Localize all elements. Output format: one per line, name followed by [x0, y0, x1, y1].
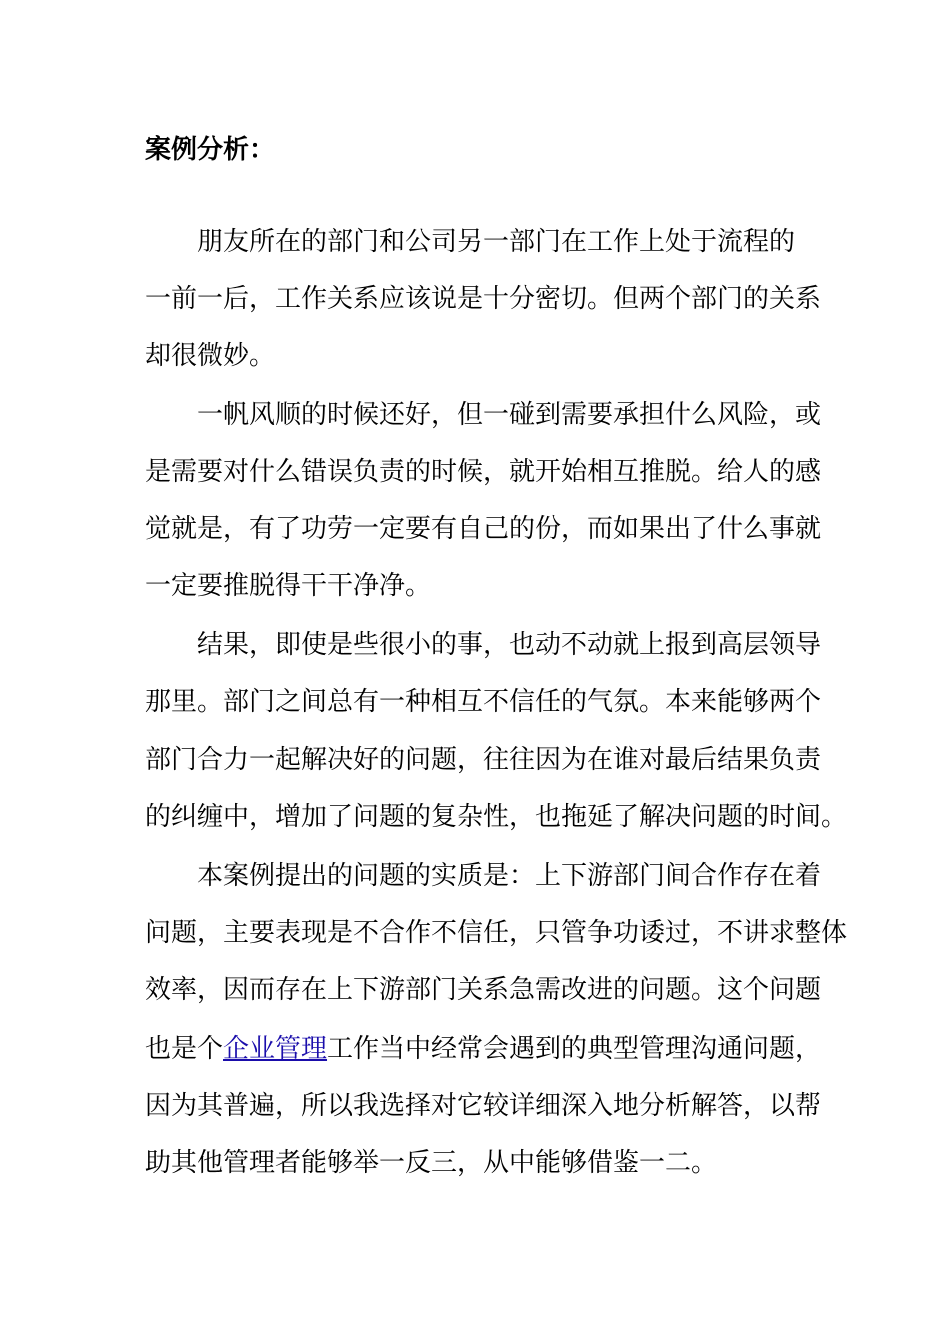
paragraph-4-line-5: 因为其普遍，所以我选择对它较详细深入地分析解答，以帮 [145, 1091, 822, 1121]
paragraph-2-line-3: 觉就是，有了功劳一定要有自己的份，而如果出了什么事就 [145, 514, 822, 544]
link-line-before: 也是个 [145, 1034, 224, 1064]
paragraph-3-line-2: 那里。部门之间总有一种相互不信任的气氛。本来能够两个 [145, 687, 822, 717]
paragraph-4-line-2: 问题，主要表现是不合作不信任，只管争功诿过，不讲求整体 [145, 918, 848, 948]
paragraph-4-line-6: 助其他管理者能够举一反三，从中能够借鉴一二。 [145, 1148, 718, 1178]
paragraph-4-line-4 [145, 1031, 821, 1067]
paragraph-2-line-1: 一帆风顺的时候还好，但一碰到需要承担什么风险，或 [197, 400, 822, 430]
paragraph-4-line-1: 本案例提出的问题的实质是：上下游部门间合作存在着 [197, 861, 822, 891]
paragraph-1-line-3: 却很微妙。 [145, 341, 276, 371]
paragraph-4-line-3: 效率，因而存在上下游部门关系急需改进的问题。这个问题 [145, 975, 822, 1005]
paragraph-3-line-1: 结果，即使是些很小的事，也动不动就上报到高层领导 [197, 630, 822, 660]
enterprise-management-link[interactable]: 企业管理 [223, 1034, 328, 1064]
paragraph-1-line-2: 一前一后，工作关系应该说是十分密切。但两个部门的关系 [145, 284, 822, 314]
link-line-after: 工作当中经常会遇到的典型管理沟通问题， [327, 1034, 822, 1064]
paragraph-3-line-3: 部门合力一起解决好的问题，往往因为在谁对最后结果负责 [145, 745, 822, 775]
paragraph-1-line-1: 朋友所在的部门和公司另一部门在工作上处于流程的 [197, 227, 796, 257]
section-heading: 案例分析： [145, 135, 276, 165]
paragraph-2-line-4: 一定要推脱得干干净净。 [145, 571, 432, 601]
paragraph-2-line-2: 是需要对什么错误负责的时候，就开始相互推脱。给人的感 [145, 457, 822, 487]
paragraph-3-line-4: 的纠缠中，增加了问题的复杂性，也拖延了解决问题的时间。 [145, 802, 848, 832]
